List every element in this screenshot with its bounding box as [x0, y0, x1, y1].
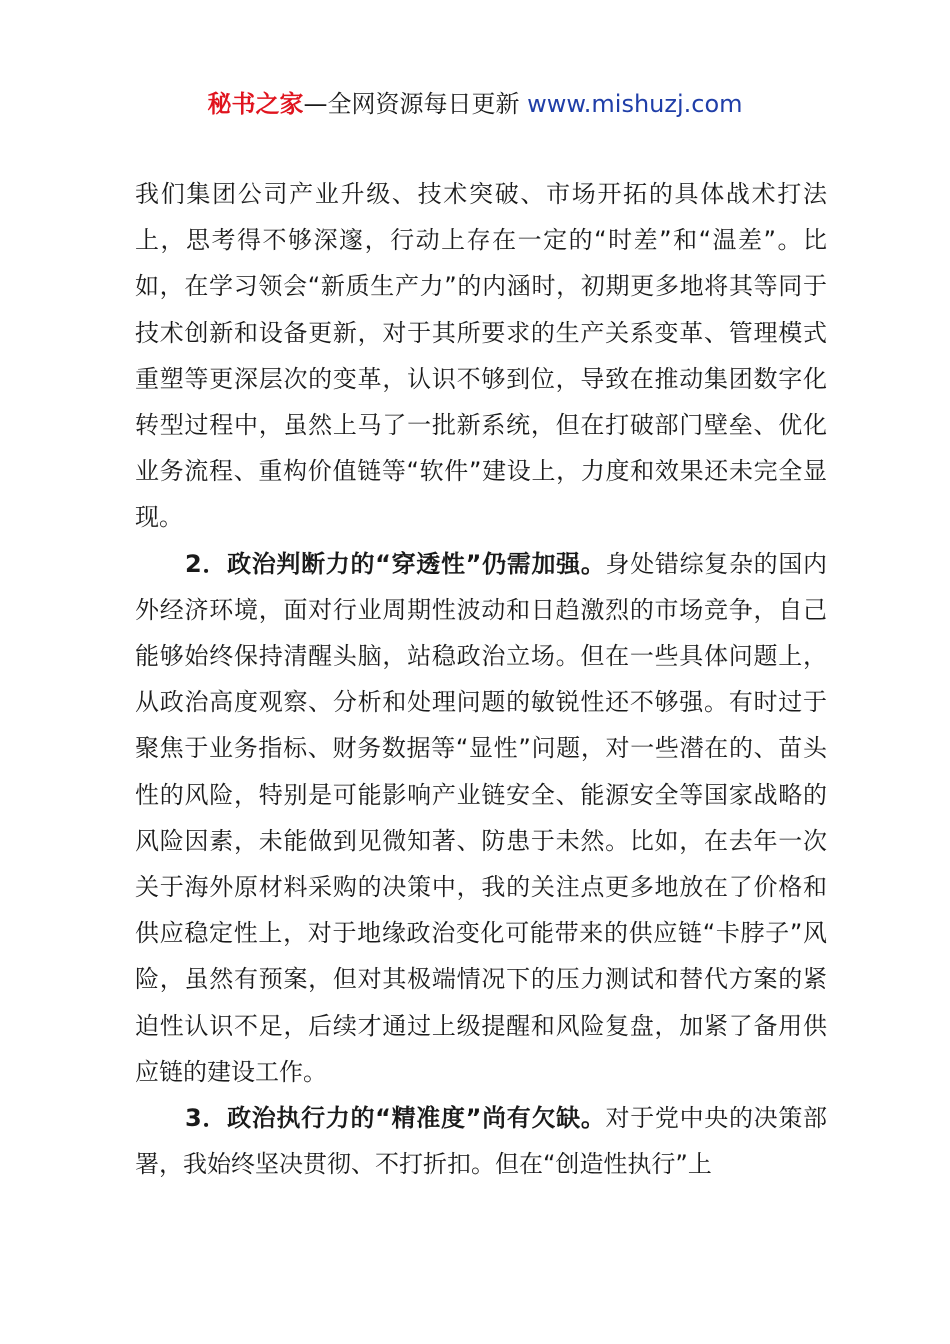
document-body: [135, 171, 827, 1187]
page-header: [0, 88, 950, 120]
paragraph-heading: 3．政治执行力的“精准度”尚有欠缺。: [185, 1104, 606, 1133]
paragraph-2: [135, 541, 827, 1095]
site-url[interactable]: www.mishuzj.com: [527, 90, 743, 118]
paragraph-3: [135, 1095, 827, 1187]
paragraph-1: [135, 171, 827, 541]
header-tagline: —全网资源每日更新: [303, 90, 528, 118]
brand-name: 秘书之家: [207, 90, 304, 118]
paragraph-text: 对于党中央的决策部署，我始终坚决贯彻、不打折扣。但在“创造性执行”上: [135, 1104, 828, 1179]
paragraph-text: 身处错综复杂的国内外经济环境，面对行业周期性波动和日趋激烈的市场竞争，自己能够始终保持清醒头脑，站稳政治立场。但在一些具体问题上，从政治高度观察、分析和处理问题的敏锐性还不够强。有时过于聚焦于业务指标、财务数据等“显性”问题，对一些潜在的、苗头性的风险，特别是可能影响产业链安全、能源安全等国家战略的风险因素，未能做到见微知著、防患于未然。比如，在去年一次关于海外原材料采购的决策中，我的关注点更多地放在了价格和供应稳定性上，对于地缘政治变化可能带来的供应链“卡脖子”风险，虽然有预案，但对其极端情况下的压力测试和替代方案的紧迫性认识不足，后续才通过上级提醒和风险复盘，加紧了备用供应链的建设工作。: [135, 549, 828, 1086]
paragraph-heading: 2．政治判断力的“穿透性”仍需加强。: [185, 549, 606, 578]
paragraph-text: 我们集团公司产业升级、技术突破、市场开拓的具体战术打法上，思考得不够深邃，行动上存在一定的“时差”和“温差”。比如，在学习领会“新质生产力”的内涵时，初期更多地将其等同于技术创新和设备更新，对于其所要求的生产关系变革、管理模式重塑等更深层次的变革，认识不够到位，导致在推动集团数字化转型过程中，虽然上马了一批新系统，但在打破部门壁垒、优化业务流程、重构价值链等“软件”建设上，力度和效果还未完全显现。: [135, 180, 827, 532]
